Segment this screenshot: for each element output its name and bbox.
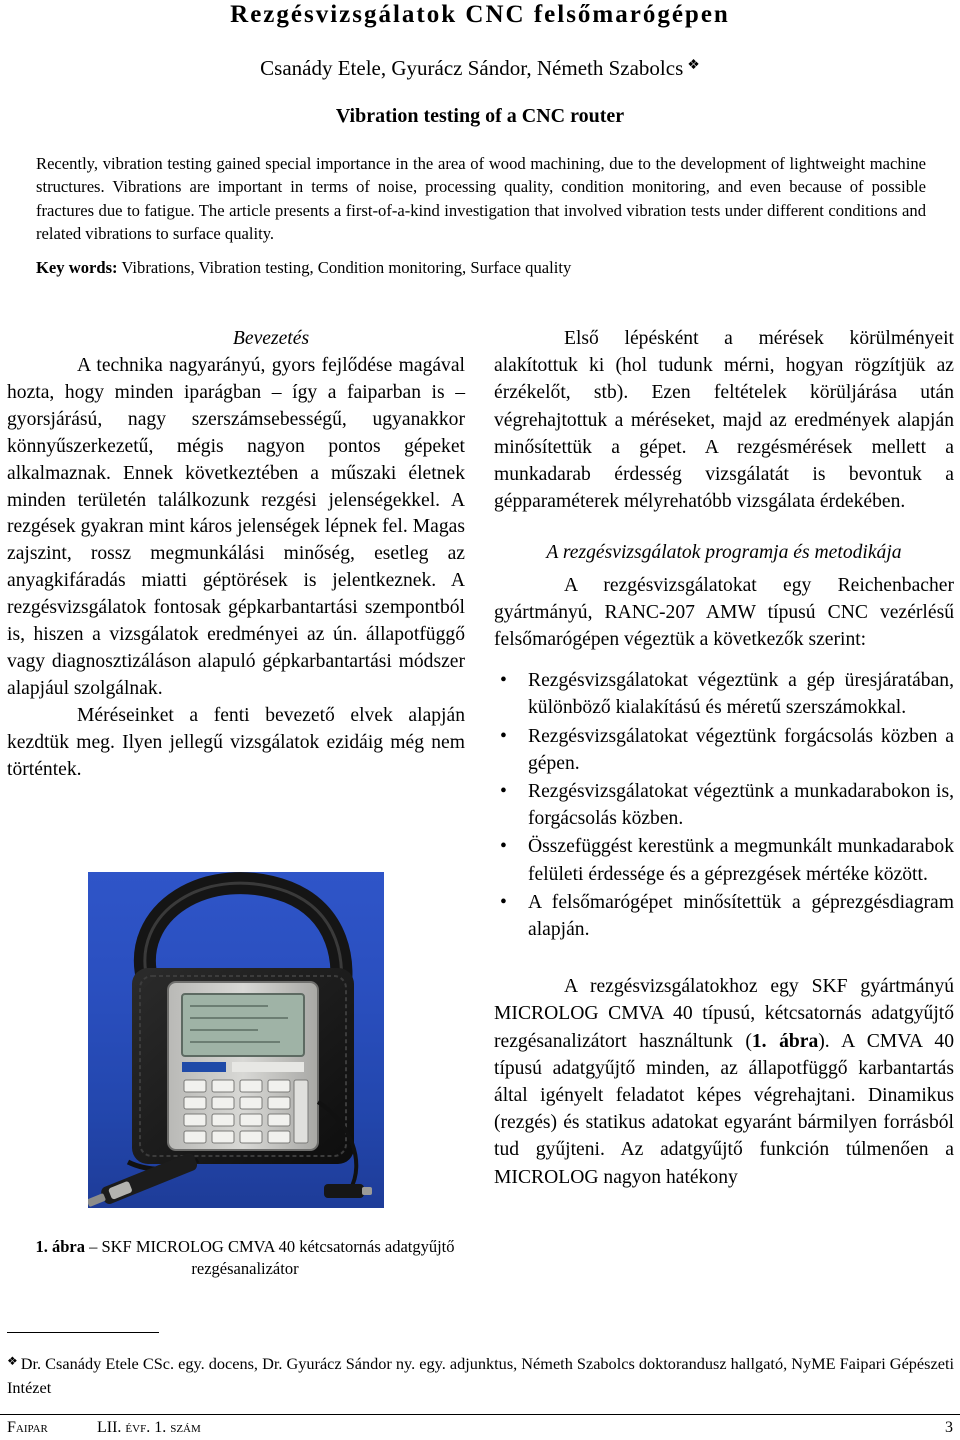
list-item-text: Rezgésvizsgálatokat végeztünk a gép üresjáratában, különböző kialakítású és méretű szerszámokkal. [528, 670, 954, 719]
list-item [494, 667, 954, 721]
bullet-icon: • [500, 670, 507, 692]
vibration-analyzer-illustration [88, 872, 384, 1208]
figure-caption [20, 1236, 470, 1280]
right-paragraph-section: A rezgésvizsgálatokat egy Reichenbacher gyártmányú, RANC-207 AMW típusú CNC vezérlésű felsőmarógépen végeztük a következők szerint: [494, 574, 954, 651]
figure-photo [88, 872, 384, 1208]
list-item-text: Rezgésvizsgálatokat végeztünk a munkadarabokon is, forgácsolás közben. [528, 781, 954, 830]
section-heading-intro: Bevezetés [232, 328, 310, 349]
footnote-text: Dr. Csanády Etele CSc. egy. docens, Dr. Gyurácz Sándor ny. egy. adjunktus, Németh Szabolcs doktorandusz hallgató, NyME Faipari Gépészeti Intézet [7, 1354, 954, 1397]
english-title: Vibration testing of a CNC router [335, 105, 625, 127]
list-item [494, 778, 954, 832]
list-item [494, 833, 954, 887]
right-paragraph-closing [494, 973, 954, 1191]
authors: Csanády Etele, Gyurácz Sándor, Németh Szabolcs [260, 56, 684, 80]
left-paragraph-2: Méréseinket a fenti bevezető elvek alapján kezdtük meg. Ilyen jellegű vizsgálatok ezidáig még nem történtek. [7, 704, 465, 780]
list-item-text: Rezgésvizsgálatokat végeztünk forgácsolás közben a gépen. [528, 725, 954, 774]
author-footnote-mark: ❖ [687, 58, 700, 73]
footnote [7, 1350, 957, 1399]
left-paragraph-1: A technika nagyarányú, gyors fejlődése magával hozta, hogy minden iparágban – így a faiparban is – gyorsjárású, nagy szerszámsebességű, ugyanakkor könnyűszerkezetű, mégis nagyon pontos gépeket alkalmaznak. Ennek következtében a műszaki életnek minden területén találkozunk rezgési jelenségekkel. A rezgések gyakran mint káros jelenségek lépnek fel. Magas zajszint, rossz megmunkálási minőség, esetleg az anyagkifáradás miatti géptörések is jelentkeznek. A rezgésvizsgálatok fontosak gépkarbantartási szempontból is, hiszen a vizsgálatok eredményei az ún. állapotfüggő vagy diagnosztizáláson alapuló gépkarbantartási módszer alapjául szolgálnak. [7, 355, 465, 699]
figure-caption-text: – SKF MICROLOG CMVA 40 kétcsatornás adatgyűjtő rezgésanalizátor [84, 1237, 455, 1278]
keywords-line [36, 256, 926, 280]
figure-reference: 1. ábra [751, 1030, 819, 1052]
list-item-text: A felsőmarógépet minősítettük a géprezgésdiagram alapján. [528, 891, 954, 941]
bullet-icon: • [500, 781, 507, 803]
footnote-divider [7, 1332, 159, 1333]
authors-line [0, 52, 960, 82]
closing-text-2: ). A CMVA 40 típusú adatgyűjtő minden, az állapotfüggő karbantartás által igényelt feladatot képes végrehajtani. Dinamikus (rezgés) és statikus adatokat egyaránt bármilyen forrásból tud gyűjteni. Az adatgyűjtő funkción túlmenően a MICROLOG nagyon hatékony [494, 1030, 954, 1188]
list-item [494, 723, 954, 777]
footnote-mark: ❖ [7, 1354, 18, 1368]
figure-caption-label: 1. ábra [35, 1237, 85, 1256]
left-column [7, 325, 465, 784]
section-heading-program: A rezgésvizsgálatok programja és metodikája [546, 542, 902, 564]
right-column [494, 325, 954, 1191]
test-list [494, 667, 954, 943]
page-number: 3 [945, 1419, 953, 1436]
list-item [494, 889, 954, 943]
bullet-icon: • [500, 725, 507, 747]
paper-title: Rezgésvizsgálatok CNC felsőmarógépen [230, 1, 730, 28]
issue-info: LII. évf. 1. szám [97, 1419, 201, 1436]
keywords-label: Key words: [36, 258, 118, 277]
bullet-icon: • [500, 891, 507, 913]
closing-text-1: A rezgésvizsgálatokhoz egy SKF gyártmányú MICROLOG CMVA 40 típusú, kétcsatornás adatgyűjtő rezgésanalizátort használtunk ( [494, 976, 954, 1052]
footer-divider [0, 1414, 960, 1415]
bullet-icon: • [500, 836, 507, 858]
abstract: Recently, vibration testing gained special importance in the area of wood machining, due to the development of lightweight machine structures. Vibrations are important in terms of noise, processing quality, condition monitoring, and even because of possible fractures due to fatigue. The article presents a first-of-a-kind investigation that involved vibration tests under different conditions and related vibrations to surface quality. [36, 154, 926, 243]
journal-name: Faipar [7, 1419, 48, 1436]
page-footer [7, 1418, 953, 1438]
keywords: Vibrations, Vibration testing, Condition monitoring, Surface quality [121, 258, 572, 277]
list-item-text: Összefüggést kerestünk a megmunkált munkadarabok felületi érdessége és a géprezgések mértéke között. [528, 836, 954, 885]
right-paragraph-intro: Első lépésként a mérések körülményeit alakítottuk ki (hol tudunk mérni, hogyan rögzítjük az érzékelőt, stb). Ezen feltételek körüljárása után végrehajtottuk a méréseket, majd az eredmények alapján minősítettük a gépet. A rezgésmérések mellett a munkadarab érdesség vizsgálatát is bevontuk a gépparaméterek mélyrehatóbb vizsgálata érdekében. [494, 328, 954, 513]
